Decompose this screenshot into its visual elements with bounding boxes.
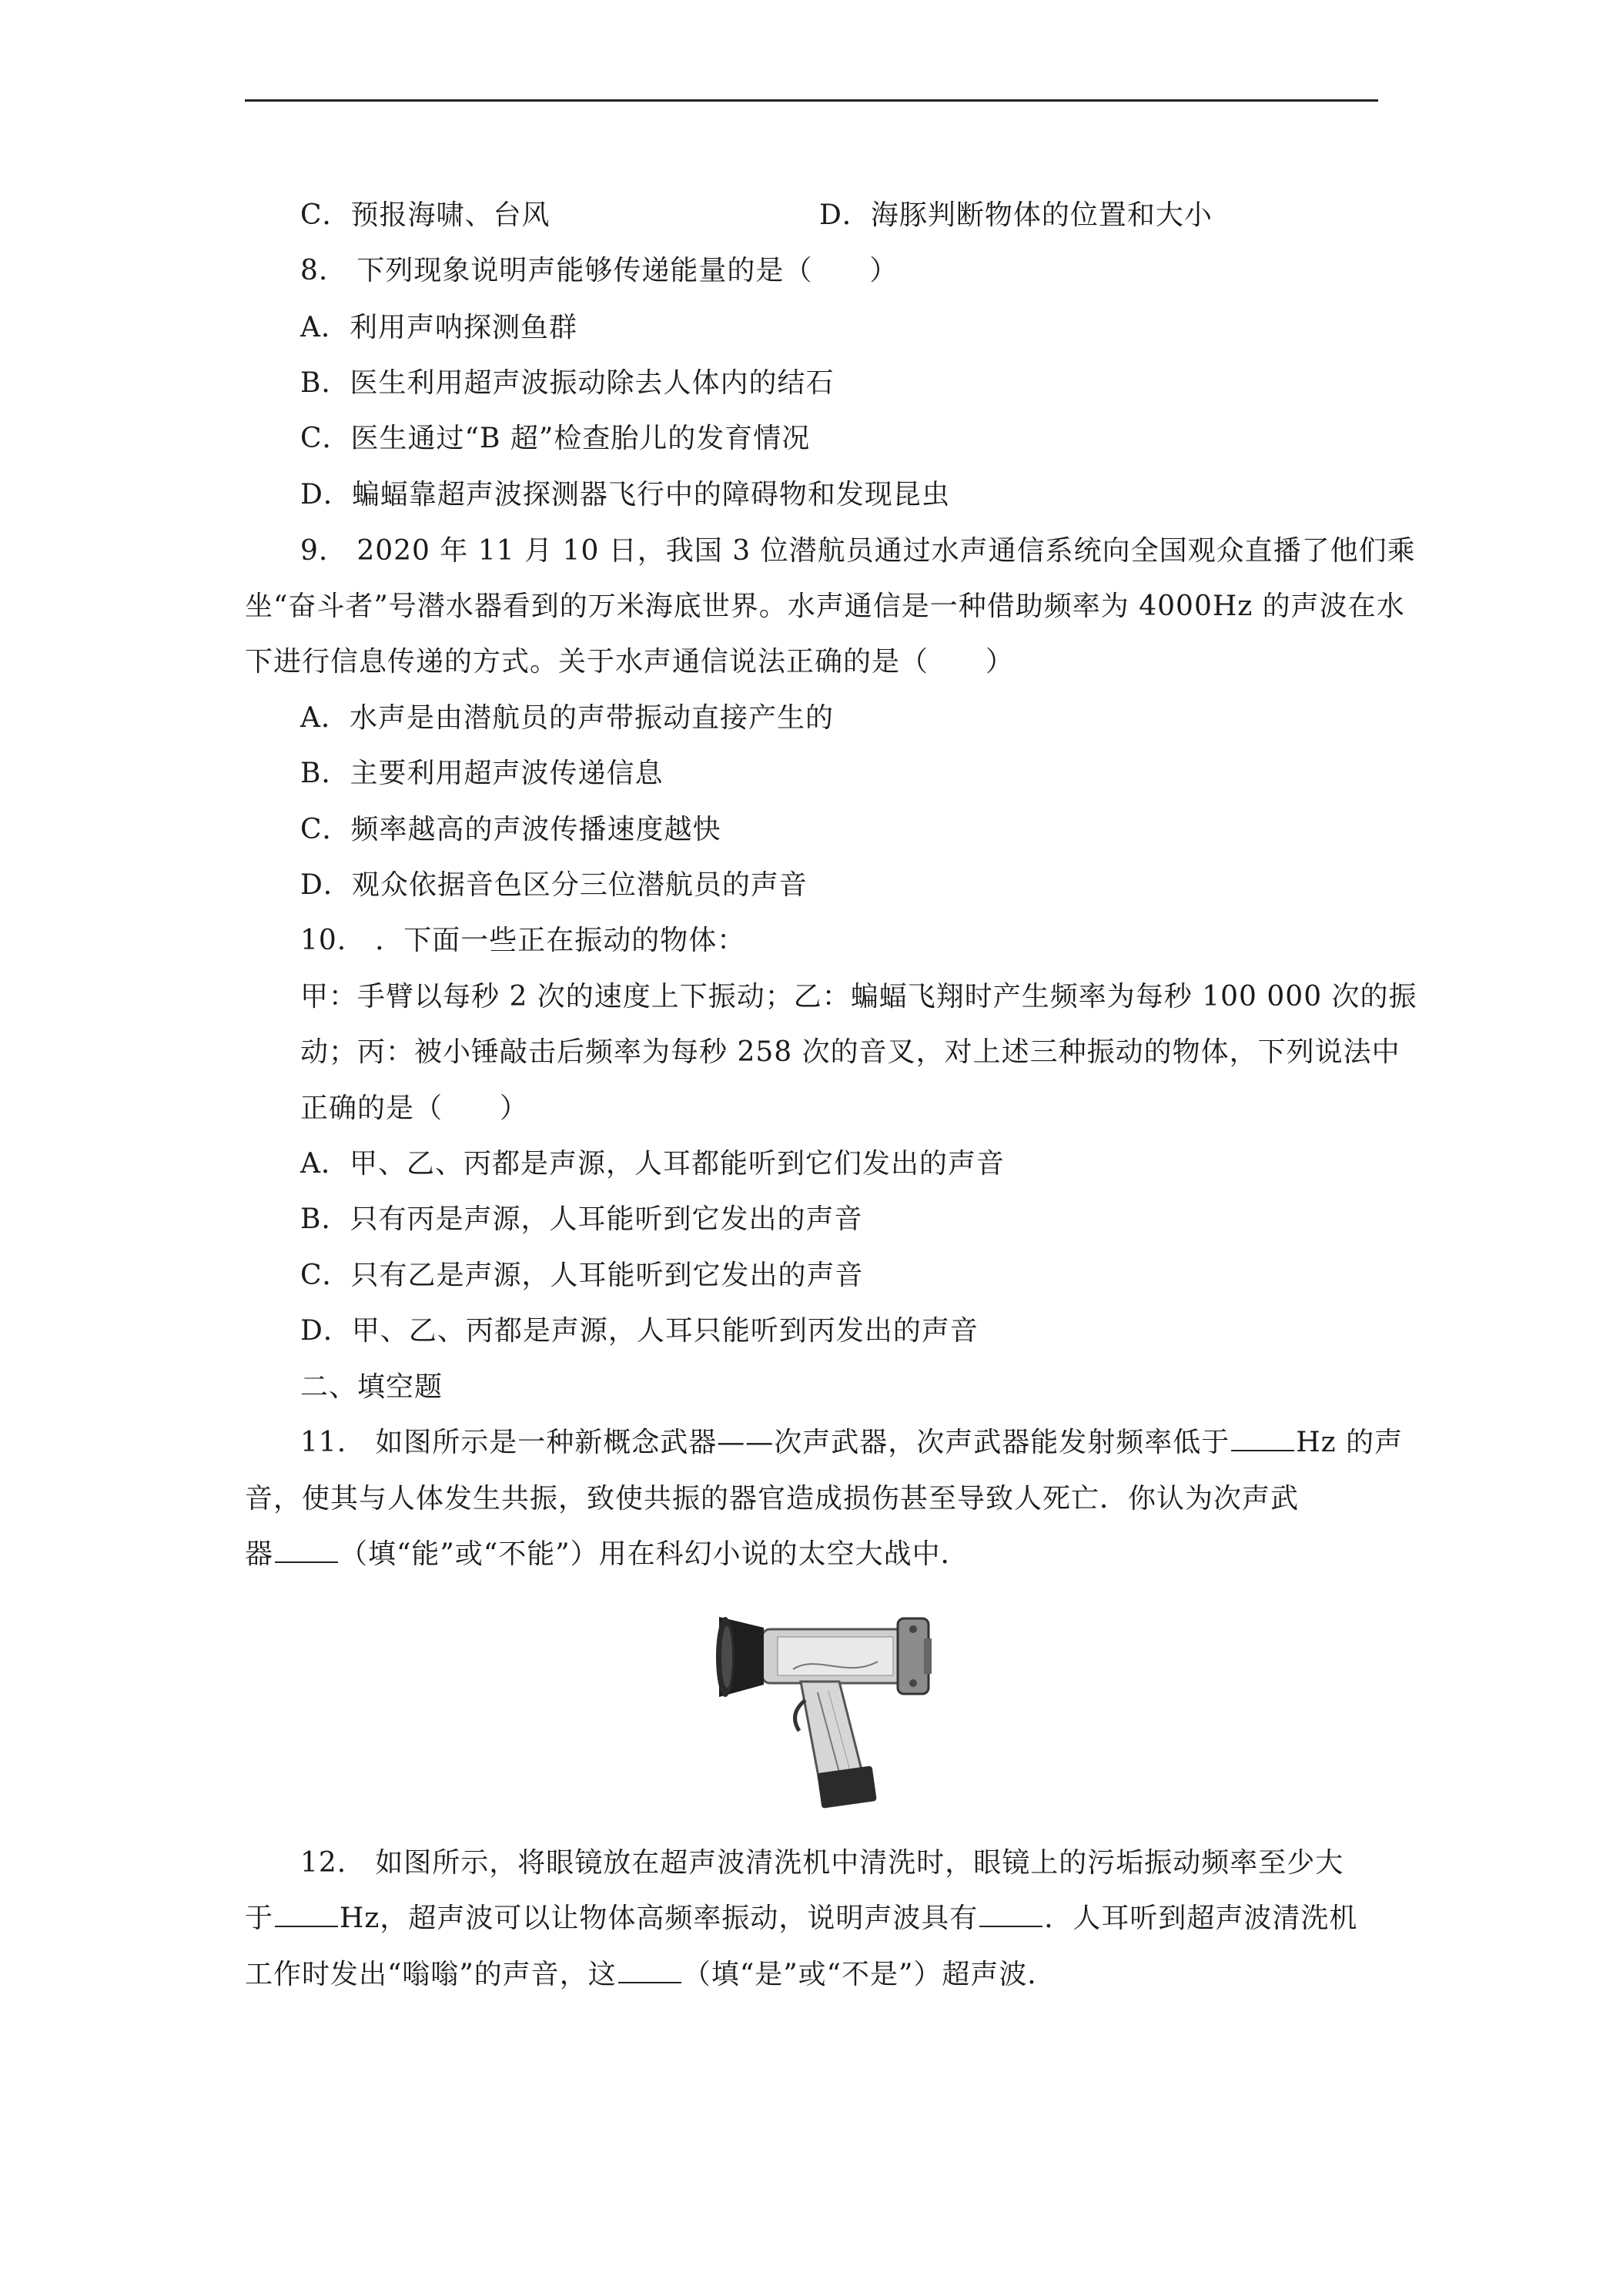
q8-option-d: D．蝙蝠靠超声波探测器飞行中的障碍物和发现昆虫 bbox=[300, 479, 950, 510]
q12-line3-text-b: （填“是”或“不是”）超声波． bbox=[682, 1959, 1056, 1990]
q10-option-d: D．甲、乙、丙都是声源，人耳只能听到丙发出的声音 bbox=[300, 1315, 979, 1347]
q12-line2-text-a: 于 bbox=[245, 1903, 274, 1934]
q12-line3 bbox=[245, 1958, 1056, 1992]
q10-option-b: B．只有丙是声源，人耳能听到它发出的声音 bbox=[300, 1203, 863, 1235]
q11-line3 bbox=[245, 1538, 969, 1571]
q10-desc-line2: 动；丙：被小锤敲击后频率为每秒 258 次的音叉，对上述三种振动的物体，下列说法中 bbox=[300, 1036, 1400, 1068]
q12-line2-text-c: ．人耳听到超声波清洗机 bbox=[1044, 1903, 1358, 1934]
q11-line3-text-b: （填“能”或“不能”）用在科幻小说的太空大战中． bbox=[340, 1538, 969, 1570]
q12-blank-2 bbox=[979, 1903, 1042, 1927]
q9-option-b: B．主要利用超声波传递信息 bbox=[300, 758, 664, 789]
q9-option-c: C．频率越高的声波传播速度越快 bbox=[300, 814, 721, 845]
q11-line1 bbox=[300, 1426, 1403, 1460]
q11-blank-1 bbox=[1231, 1427, 1294, 1451]
q12-line3-text-a: 工作时发出“嗡嗡”的声音，这 bbox=[245, 1959, 617, 1990]
q10-option-a: A．甲、乙、丙都是声源，人耳都能听到它们发出的声音 bbox=[300, 1148, 1005, 1180]
q9-stem-line2: 坐“奋斗者”号潜水器看到的万米海底世界。水声通信是一种借助频率为 4000Hz 的声波在水 bbox=[245, 591, 1405, 622]
q11-line2: 音，使其与人体发生共振，致使共振的器官造成损伤甚至导致人死亡．你认为次声武 bbox=[245, 1483, 1300, 1514]
q11-line3-text-a: 器 bbox=[245, 1538, 274, 1570]
q12-line2-text-b: Hz，超声波可以让物体高频率振动，说明声波具有 bbox=[340, 1903, 979, 1934]
section-heading-fill-in: 二、填空题 bbox=[300, 1371, 443, 1403]
q8-option-c: C．医生通过“B 超”检查胎儿的发育情况 bbox=[300, 423, 811, 454]
header-rule bbox=[245, 99, 1378, 102]
q11-line1-text-a: 11. 如图所示是一种新概念武器——次声武器，次声武器能发射频率低于 bbox=[300, 1427, 1230, 1458]
q12-line2 bbox=[245, 1902, 1357, 1936]
q7-option-c: C．预报海啸、台风 bbox=[300, 199, 550, 231]
q11-blank-2 bbox=[275, 1538, 338, 1563]
q8-option-a: A．利用声呐探测鱼群 bbox=[300, 312, 577, 343]
q9-option-d: D．观众依据音色区分三位潜航员的声音 bbox=[300, 869, 808, 901]
q10-option-c: C．只有乙是声源，人耳能听到它发出的声音 bbox=[300, 1260, 864, 1291]
q9-stem-line1: 9. 2020 年 11 月 10 日，我国 3 位潜航员通过水声通信系统向全国观众直播了他们乘 bbox=[300, 535, 1416, 567]
q10-stem: 10. ．下面一些正在振动的物体： bbox=[300, 925, 746, 956]
q10-desc-line3: 正确的是（ ） bbox=[300, 1093, 529, 1124]
q8-option-b: B．医生利用超声波振动除去人体内的结石 bbox=[300, 367, 835, 399]
q12-line1: 12. 如图所示，将眼镜放在超声波清洗机中清洗时，眼镜上的污垢振动频率至少大 bbox=[300, 1847, 1344, 1879]
q10-desc-line1: 甲：手臂以每秒 2 次的速度上下振动；乙：蝙蝠飞翔时产生频率为每秒 100 000 次的振 bbox=[300, 981, 1417, 1012]
q7-option-d: D．海豚判断物体的位置和大小 bbox=[819, 199, 1213, 231]
q11-line1-text-b: Hz 的声 bbox=[1296, 1427, 1404, 1458]
q12-blank-3 bbox=[618, 1959, 681, 1983]
q12-blank-1 bbox=[275, 1903, 338, 1927]
q9-option-a: A．水声是由潜航员的声带振动直接产生的 bbox=[300, 702, 834, 734]
infrasound-weapon-image bbox=[716, 1608, 965, 1823]
q8-stem: 8. 下列现象说明声能够传递能量的是（ ） bbox=[300, 255, 899, 286]
q9-stem-line3: 下进行信息传递的方式。关于水声通信说法正确的是（ ） bbox=[245, 646, 1015, 678]
